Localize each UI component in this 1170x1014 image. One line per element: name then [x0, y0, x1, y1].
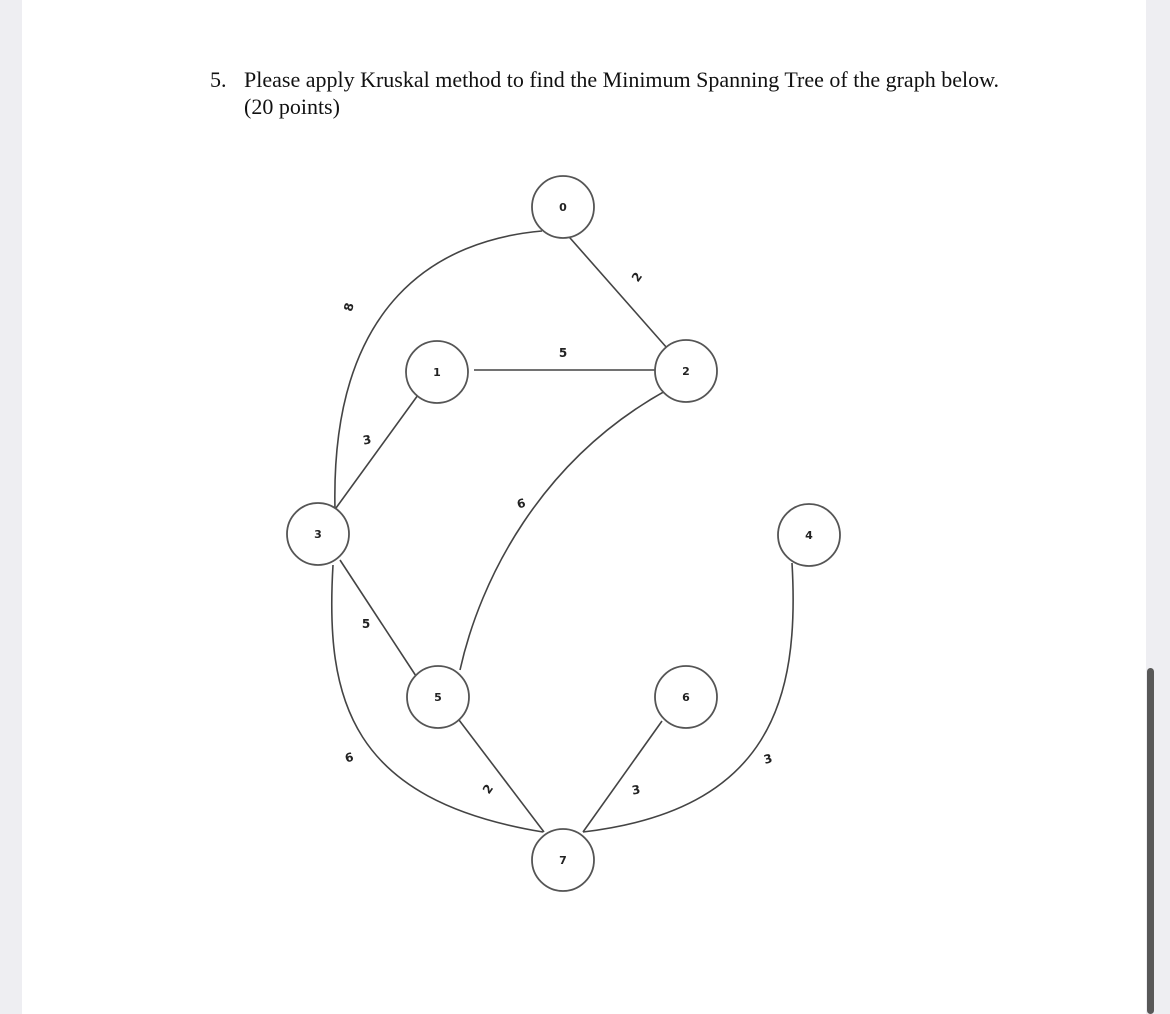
node-label-1: 1 [433, 366, 441, 379]
node-label-5: 5 [434, 691, 442, 704]
question-number: 5. [210, 67, 227, 92]
node-label-3: 3 [314, 528, 322, 541]
edge-3-5 [340, 560, 416, 676]
weight-6-7: 3 [630, 782, 642, 798]
edge-6-7 [583, 721, 662, 832]
node-label-7: 7 [559, 854, 567, 867]
weight-5-7: 2 [479, 781, 497, 797]
weight-1-2: 5 [558, 346, 568, 360]
weight-1-3: 3 [361, 432, 373, 448]
weight-4-7: 3 [762, 751, 774, 767]
node-label-2: 2 [682, 365, 690, 378]
edge-2-5 [460, 390, 667, 670]
weight-3-5: 5 [361, 617, 371, 631]
weight-0-3: 8 [341, 301, 357, 313]
scrollbar[interactable] [1147, 668, 1154, 1014]
weight-2-5: 9 [515, 495, 527, 511]
weight-3-7: 9 [343, 749, 355, 765]
edge-0-2 [563, 230, 667, 348]
node-label-6: 6 [682, 691, 690, 704]
edge-1-3 [336, 395, 418, 508]
question-line-2: (20 points) [244, 94, 340, 119]
node-label-0: 0 [559, 201, 567, 214]
question-line-1: Please apply Kruskal method to find the Minimum Spanning Tree of the graph below. [244, 67, 1000, 92]
weight-0-2: 2 [628, 269, 646, 285]
node-label-4: 4 [805, 529, 813, 542]
